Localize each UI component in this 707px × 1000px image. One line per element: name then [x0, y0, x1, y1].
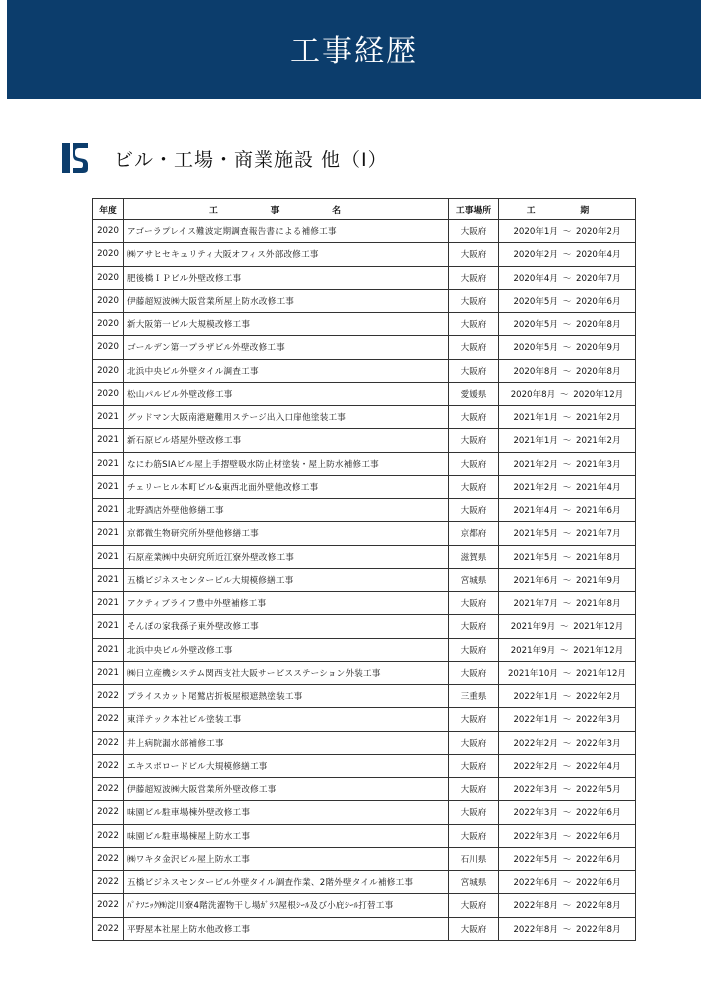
cell-name: なにわ筋SIAビル屋上手摺壁吸水防止材塗装・屋上防水補修工事	[124, 452, 449, 475]
cell-year: 2020	[93, 289, 124, 312]
cell-year: 2021	[93, 406, 124, 429]
cell-name: チェリーヒル本町ビル&東西北面外壁他改修工事	[124, 475, 449, 498]
header-period: 工 期	[499, 199, 636, 220]
table-row	[93, 685, 636, 708]
cell-place: 大阪府	[449, 778, 499, 801]
cell-year: 2022	[93, 685, 124, 708]
table-row	[93, 243, 636, 266]
section-heading	[62, 143, 388, 173]
cell-name: ㈱日立産機システム関西支社大阪サービスステーション外装工事	[124, 661, 449, 684]
table-row	[93, 894, 636, 917]
cell-place: 宮城県	[449, 871, 499, 894]
cell-place: 大阪府	[449, 592, 499, 615]
table-row	[93, 824, 636, 847]
table-row	[93, 801, 636, 824]
table-row	[93, 336, 636, 359]
cell-place: 京都府	[449, 522, 499, 545]
cell-place: 大阪府	[449, 917, 499, 940]
cell-year: 2020	[93, 382, 124, 405]
table-row	[93, 359, 636, 382]
cell-year: 2020	[93, 359, 124, 382]
cell-place: 大阪府	[449, 638, 499, 661]
header-banner	[7, 0, 701, 99]
cell-period: 2021年1月 ～ 2021年2月	[499, 429, 636, 452]
cell-period: 2022年1月 ～ 2022年3月	[499, 708, 636, 731]
cell-year: 2020	[93, 220, 124, 243]
table-row	[93, 847, 636, 870]
cell-name: グッドマン大阪南港避難用ステージ出入口扉他塗装工事	[124, 406, 449, 429]
table-row	[93, 731, 636, 754]
cell-place: 石川県	[449, 847, 499, 870]
cell-year: 2022	[93, 847, 124, 870]
cell-year: 2021	[93, 452, 124, 475]
table-row	[93, 568, 636, 591]
cell-year: 2021	[93, 475, 124, 498]
cell-place: 大阪府	[449, 615, 499, 638]
table-row	[93, 592, 636, 615]
cell-name: 石原産業㈱中央研究所近江寮外壁改修工事	[124, 545, 449, 568]
cell-period: 2021年4月 ～ 2021年6月	[499, 499, 636, 522]
table-row	[93, 754, 636, 777]
table-row	[93, 615, 636, 638]
table-row	[93, 452, 636, 475]
cell-name: 北浜中央ビル外壁タイル調査工事	[124, 359, 449, 382]
cell-name: 味園ビル駐車場棟屋上防水工事	[124, 824, 449, 847]
section-title: ビル・工場・商業施設 他（Ⅰ）	[114, 148, 388, 171]
cell-place: 大阪府	[449, 708, 499, 731]
table-row	[93, 545, 636, 568]
cell-period: 2022年6月 ～ 2022年6月	[499, 871, 636, 894]
cell-period: 2021年2月 ～ 2021年4月	[499, 475, 636, 498]
cell-name: 味園ビル駐車場棟外壁改修工事	[124, 801, 449, 824]
cell-period: 2022年1月 ～ 2022年2月	[499, 685, 636, 708]
cell-period: 2021年5月 ～ 2021年7月	[499, 522, 636, 545]
table-row	[93, 708, 636, 731]
table-row	[93, 289, 636, 312]
cell-name: 伊藤超短波㈱大阪営業所外壁改修工事	[124, 778, 449, 801]
cell-name: 北浜中央ビル外壁改修工事	[124, 638, 449, 661]
cell-place: 大阪府	[449, 499, 499, 522]
cell-place: 大阪府	[449, 754, 499, 777]
cell-name: 伊藤超短波㈱大阪営業所屋上防水改修工事	[124, 289, 449, 312]
cell-period: 2020年8月 ～ 2020年12月	[499, 382, 636, 405]
header-year: 年度	[93, 199, 124, 220]
table-row	[93, 522, 636, 545]
table-header-row	[93, 199, 636, 220]
cell-period: 2021年9月 ～ 2021年12月	[499, 615, 636, 638]
cell-year: 2020	[93, 243, 124, 266]
cell-year: 2020	[93, 266, 124, 289]
cell-name: アクティブライフ豊中外壁補修工事	[124, 592, 449, 615]
cell-name: 新大阪第一ビル大規模改修工事	[124, 313, 449, 336]
cell-period: 2022年2月 ～ 2022年4月	[499, 754, 636, 777]
cell-year: 2021	[93, 615, 124, 638]
table-row	[93, 499, 636, 522]
cell-year: 2022	[93, 894, 124, 917]
cell-period: 2020年5月 ～ 2020年9月	[499, 336, 636, 359]
cell-year: 2021	[93, 429, 124, 452]
cell-name: アゴーラプレイス難波定期調査報告書による補修工事	[124, 220, 449, 243]
cell-place: 三重県	[449, 685, 499, 708]
cell-name: エキスポロードビル大規模修繕工事	[124, 754, 449, 777]
table-row	[93, 871, 636, 894]
cell-place: 大阪府	[449, 359, 499, 382]
cell-period: 2022年3月 ～ 2022年5月	[499, 778, 636, 801]
cell-place: 大阪府	[449, 336, 499, 359]
cell-name: 北野酒店外壁他修繕工事	[124, 499, 449, 522]
cell-name: そんぽの家我孫子東外壁改修工事	[124, 615, 449, 638]
cell-period: 2022年3月 ～ 2022年6月	[499, 824, 636, 847]
table-row	[93, 638, 636, 661]
works-table	[92, 198, 636, 941]
cell-year: 2020	[93, 336, 124, 359]
cell-year: 2022	[93, 801, 124, 824]
cell-name: 五橋ビジネスセンタービル大規模修繕工事	[124, 568, 449, 591]
cell-year: 2022	[93, 731, 124, 754]
cell-name: ㈱ワキタ金沢ビル屋上防水工事	[124, 847, 449, 870]
cell-place: 大阪府	[449, 406, 499, 429]
cell-year: 2022	[93, 871, 124, 894]
table-row	[93, 266, 636, 289]
cell-period: 2022年2月 ～ 2022年3月	[499, 731, 636, 754]
cell-period: 2022年8月 ～ 2022年8月	[499, 894, 636, 917]
cell-name: 東洋テック本社ビル塗装工事	[124, 708, 449, 731]
cell-period: 2021年6月 ～ 2021年9月	[499, 568, 636, 591]
cell-name: 肥後橋ＩＰビル外壁改修工事	[124, 266, 449, 289]
table-row	[93, 429, 636, 452]
cell-place: 愛媛県	[449, 382, 499, 405]
cell-place: 大阪府	[449, 243, 499, 266]
header-place: 工事場所	[449, 199, 499, 220]
cell-place: 大阪府	[449, 824, 499, 847]
header-name: 工 事 名	[124, 199, 449, 220]
cell-year: 2021	[93, 638, 124, 661]
cell-place: 大阪府	[449, 475, 499, 498]
cell-period: 2021年5月 ～ 2021年8月	[499, 545, 636, 568]
cell-place: 大阪府	[449, 452, 499, 475]
cell-name: 京都微生物研究所外壁他修繕工事	[124, 522, 449, 545]
cell-period: 2020年8月 ～ 2020年8月	[499, 359, 636, 382]
cell-name: 五橋ビジネスセンタービル外壁タイル調査作業、2階外壁タイル補修工事	[124, 871, 449, 894]
table-row	[93, 220, 636, 243]
cell-place: 大阪府	[449, 429, 499, 452]
cell-place: 宮城県	[449, 568, 499, 591]
cell-place: 大阪府	[449, 266, 499, 289]
cell-period: 2021年9月 ～ 2021年12月	[499, 638, 636, 661]
cell-year: 2022	[93, 824, 124, 847]
cell-year: 2021	[93, 499, 124, 522]
cell-place: 大阪府	[449, 313, 499, 336]
cell-period: 2022年3月 ～ 2022年6月	[499, 801, 636, 824]
cell-place: 滋賀県	[449, 545, 499, 568]
cell-year: 2022	[93, 917, 124, 940]
cell-name: ﾊﾟﾅｿﾆｯｸ㈱淀川寮4階洗濯物干し場ｶﾞﾗｽ屋根ｼｰﾙ及び小庇ｼｰﾙ打替工事	[124, 894, 449, 917]
cell-year: 2021	[93, 545, 124, 568]
cell-year: 2022	[93, 754, 124, 777]
cell-name: 平野屋本社屋上防水他改修工事	[124, 917, 449, 940]
cell-year: 2021	[93, 661, 124, 684]
cell-period: 2022年8月 ～ 2022年8月	[499, 917, 636, 940]
table-row	[93, 382, 636, 405]
cell-year: 2021	[93, 592, 124, 615]
cell-period: 2021年10月 ～ 2021年12月	[499, 661, 636, 684]
table-row	[93, 406, 636, 429]
cell-year: 2020	[93, 313, 124, 336]
cell-name: 井上病院漏水部補修工事	[124, 731, 449, 754]
cell-year: 2022	[93, 778, 124, 801]
cell-name: ゴールデン第一プラザビル外壁改修工事	[124, 336, 449, 359]
table-row	[93, 917, 636, 940]
cell-year: 2021	[93, 568, 124, 591]
cell-place: 大阪府	[449, 661, 499, 684]
table-row	[93, 475, 636, 498]
table-row	[93, 661, 636, 684]
cell-place: 大阪府	[449, 894, 499, 917]
table-row	[93, 313, 636, 336]
cell-period: 2020年4月 ～ 2020年7月	[499, 266, 636, 289]
cell-name: ㈱アサヒセキュリティ大阪オフィス外部改修工事	[124, 243, 449, 266]
table-row	[93, 778, 636, 801]
page-title: 工事経歴	[290, 33, 418, 69]
cell-place: 大阪府	[449, 731, 499, 754]
cell-period: 2021年1月 ～ 2021年2月	[499, 406, 636, 429]
cell-place: 大阪府	[449, 220, 499, 243]
cell-year: 2022	[93, 708, 124, 731]
cell-place: 大阪府	[449, 289, 499, 312]
cell-period: 2020年1月 ～ 2020年2月	[499, 220, 636, 243]
s-logo-icon	[62, 143, 88, 173]
cell-period: 2022年5月 ～ 2022年6月	[499, 847, 636, 870]
cell-period: 2020年5月 ～ 2020年8月	[499, 313, 636, 336]
cell-year: 2021	[93, 522, 124, 545]
cell-period: 2020年5月 ～ 2020年6月	[499, 289, 636, 312]
cell-name: プライスカット尾鷲店折板屋根遮熱塗装工事	[124, 685, 449, 708]
cell-period: 2020年2月 ～ 2020年4月	[499, 243, 636, 266]
cell-place: 大阪府	[449, 801, 499, 824]
cell-period: 2021年7月 ～ 2021年8月	[499, 592, 636, 615]
cell-name: 新石原ビル塔屋外壁改修工事	[124, 429, 449, 452]
cell-period: 2021年2月 ～ 2021年3月	[499, 452, 636, 475]
cell-name: 松山パルビル外壁改修工事	[124, 382, 449, 405]
